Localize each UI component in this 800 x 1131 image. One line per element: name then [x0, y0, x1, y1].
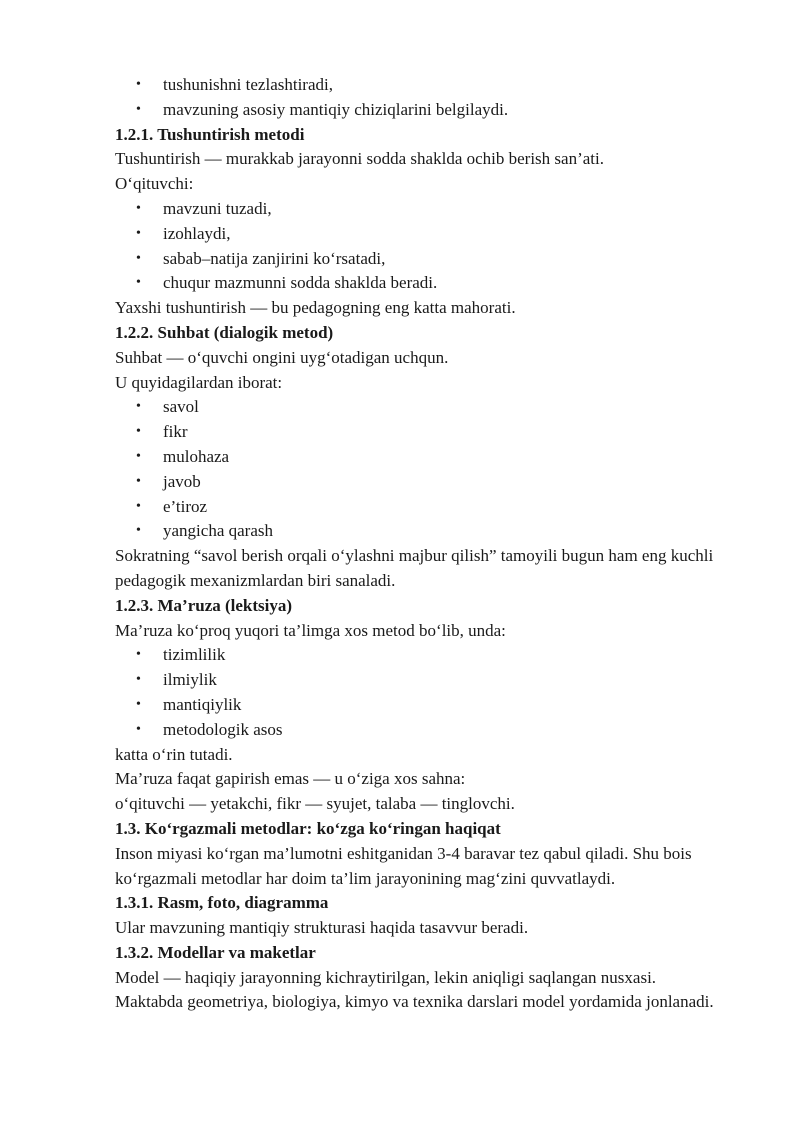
list-item: • yangicha qarash	[115, 519, 735, 544]
paragraph: O‘qituvchi:	[115, 174, 194, 194]
list-item: • savol	[115, 395, 735, 420]
paragraph: U quyidagilardan iborat:	[115, 372, 283, 392]
paragraph: Ma’ruza ko‘proq yuqori ta’limga xos metod bo‘lib, unda:	[115, 620, 506, 640]
list-item: • fikr	[115, 420, 735, 445]
list-item: • chuqur mazmunni sodda shaklda beradi.	[115, 271, 735, 296]
paragraph: Inson miyasi ko‘rgan ma’lumotni eshitganidan 3-4 baravar tez qabul qiladi. Shu bois ko‘rgazmali metodlar har doim ta’lim jarayonining mag‘zini quvvatlaydi.	[115, 843, 692, 888]
list-item: • mulohaza	[115, 445, 735, 470]
paragraph: Ular mavzuning mantiqiy strukturasi haqida tasavvur beradi.	[115, 918, 529, 938]
bullet-list-top	[115, 73, 735, 123]
bullet-list-dialog	[115, 395, 735, 544]
paragraph: o‘qituvchi — yetakchi, fikr — syujet, talaba — tinglovchi.	[115, 794, 515, 814]
paragraph: Sokratning “savol berish orqali o‘ylashni majbur qilish” tamoyili bugun ham eng kuchli pedagogik mexanizmlardan biri sanaladi.	[115, 546, 714, 590]
list-item: • tizimlilik	[115, 643, 735, 668]
paragraph: Ma’ruza faqat gapirish emas — u o‘ziga xos sahna:	[115, 769, 466, 789]
heading-1-2-2: 1.2.2. Suhbat (dialogik metod)	[115, 322, 334, 342]
heading-1-3-1: 1.3.1. Rasm, foto, diagramma	[115, 893, 329, 913]
list-item: • javob	[115, 470, 735, 495]
heading-1-2-1: 1.2.1. Tushuntirish metodi	[115, 124, 305, 144]
list-item: • sabab–natija zanjirini ko‘rsatadi,	[115, 247, 735, 272]
list-item: • mavzuning asosiy mantiqiy chiziqlarini belgilaydi.	[115, 98, 735, 123]
list-item: • metodologik asos	[115, 718, 735, 743]
bullet-list-teacher	[115, 197, 735, 296]
list-item: • tushunishni tezlashtiradi,	[115, 73, 735, 98]
paragraph: Model — haqiqiy jarayonning kichraytirilgan, lekin aniqligi saqlangan nusxasi.	[115, 967, 657, 987]
list-item: • mantiqiylik	[115, 693, 735, 718]
list-item: • e’tiroz	[115, 495, 735, 520]
paragraph: katta o‘rin tutadi.	[115, 744, 233, 764]
heading-1-2-3: 1.2.3. Ma’ruza (lektsiya)	[115, 595, 293, 615]
heading-1-3-2: 1.3.2. Modellar va maketlar	[115, 942, 316, 962]
bullet-list-lecture	[115, 643, 735, 742]
paragraph: Yaxshi tushuntirish — bu pedagogning eng katta mahorati.	[115, 298, 516, 318]
paragraph: Suhbat — o‘quvchi ongini uyg‘otadigan uchqun.	[115, 347, 449, 367]
paragraph: Maktabda geometriya, biologiya, kimyo va texnika darslari model yordamida jonlanadi.	[115, 992, 714, 1012]
heading-1-3: 1.3. Ko‘rgazmali metodlar: ko‘zga ko‘ringan haqiqat	[115, 818, 501, 838]
paragraph: Tushuntirish — murakkab jarayonni sodda shaklda ochib berish san’ati.	[115, 149, 604, 169]
list-item: • ilmiylik	[115, 668, 735, 693]
document-body	[115, 73, 735, 1015]
list-item: • izohlaydi,	[115, 222, 735, 247]
list-item: • mavzuni tuzadi,	[115, 197, 735, 222]
